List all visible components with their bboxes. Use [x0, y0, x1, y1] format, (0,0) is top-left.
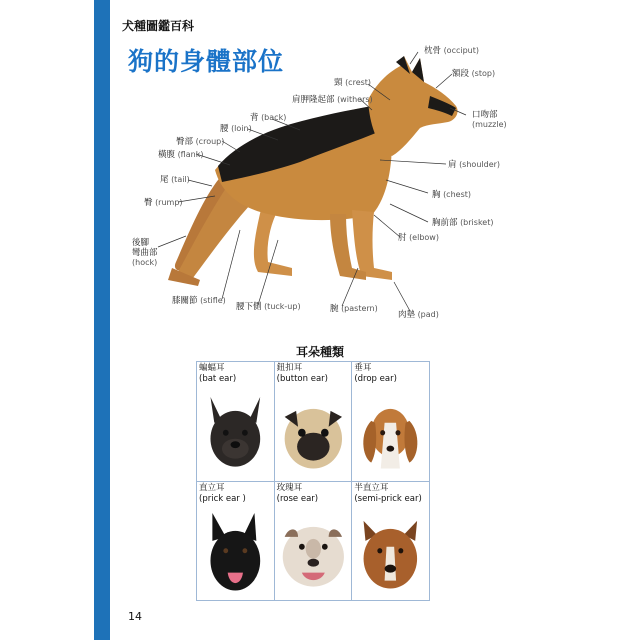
label-flank: 橫腹 (flank): [158, 150, 204, 160]
ear-caption: 直立耳 (prick ear ): [199, 482, 246, 504]
ear-cell-button: [275, 362, 352, 481]
label-pad: 肉墊 (pad): [398, 310, 439, 320]
label-tail: 尾 (tail): [160, 175, 190, 185]
ear-cell-drop: [352, 362, 429, 481]
label-pastern: 腕 (pastern): [330, 304, 378, 314]
label-rump: 臀 (rump): [144, 198, 183, 208]
beagle-photo: [354, 387, 427, 479]
bulldog-photo: [277, 507, 350, 599]
label-brisket: 胸前部 (brisket): [432, 218, 494, 228]
label-shoulder: 肩 (shoulder): [448, 160, 501, 170]
dog-silhouette: [168, 56, 458, 286]
page-number: 14: [128, 610, 142, 623]
label-croup: 臀部 (croup): [176, 137, 225, 147]
pug-photo: [277, 387, 350, 479]
label-elbow: 肘 (elbow): [398, 233, 439, 243]
black-shepherd-photo: [199, 507, 272, 599]
page-title: 狗的身體部位: [128, 47, 285, 76]
label-stop: 額段 (stop): [452, 69, 496, 79]
ear-cell-prick: [197, 482, 274, 601]
label-occiput: 枕骨 (occiput): [424, 46, 480, 56]
label-tuck-up: 腰下側 (tuck-up): [236, 302, 301, 312]
book-title: 犬種圖鑑百科: [122, 19, 195, 33]
ear-caption: 玫瑰耳 (rose ear): [276, 482, 319, 504]
ear-types-title: 耳朵種類: [295, 345, 344, 359]
label-chest: 胸 (chest): [432, 190, 471, 200]
ear-caption: 半直立耳 (semi-prick ear): [354, 482, 422, 504]
ear-caption: 垂耳 (drop ear): [354, 363, 397, 384]
ear-cell-bat: [197, 362, 274, 481]
label-loin: 腰 (loin): [220, 124, 252, 134]
french-bulldog-photo: [199, 387, 272, 479]
ear-cell-rose: [275, 482, 352, 601]
ear-caption: 鈕扣耳 (button ear): [276, 363, 328, 384]
ear-caption: 蝙蝠耳 (bat ear): [199, 363, 237, 384]
label-stifle: 膝關節 (stifle): [172, 296, 226, 306]
staffordshire-terrier-photo: [354, 507, 427, 599]
label-withers: 肩胛隆起部 (withers): [292, 95, 373, 105]
label-crest: 頸 (crest): [334, 78, 372, 88]
label-muzzle: 口吻部 (muzzle): [472, 110, 507, 129]
ear-cell-semi-prick: [352, 482, 429, 601]
label-hock: 後腳 彎曲部 (hock): [132, 238, 158, 267]
label-back: 背 (back): [250, 113, 287, 123]
ear-types-grid: [196, 361, 430, 601]
